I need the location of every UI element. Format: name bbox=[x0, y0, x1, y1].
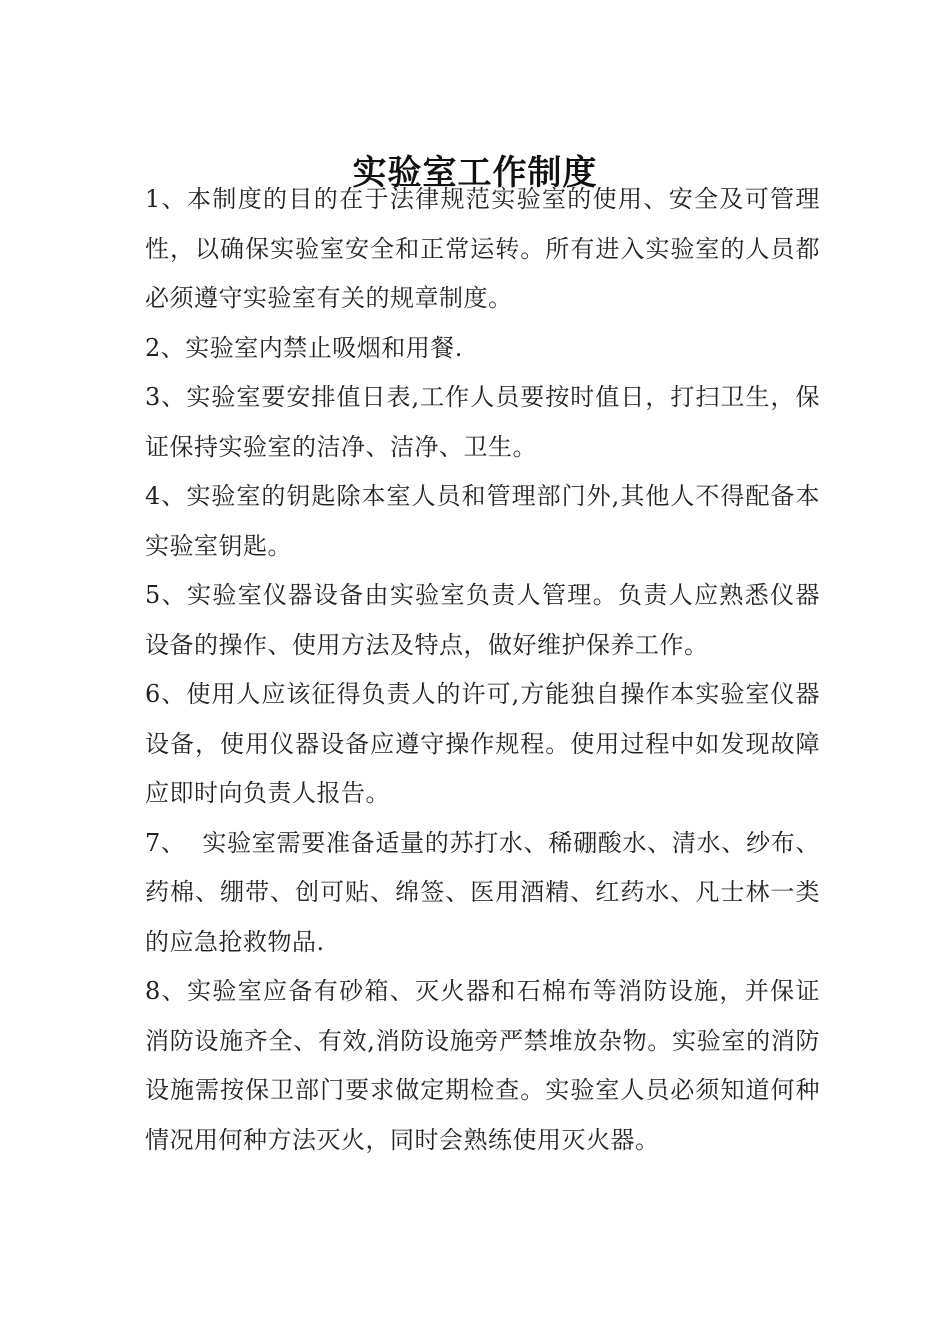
clause-4: 4、实验室的钥匙除本室人员和管理部门外,其他人不得配备本实验室钥匙。 bbox=[145, 482, 820, 560]
clause-8: 8、实验室应备有砂箱、灭火器和石棉布等消防设施，并保证消防设施齐全、有效,消防设施旁严禁堆放杂物。实验室的消防设施需按保卫部门要求做定期检查。实验室人员必须知道何种情况用何种方法灭火，同时会熟练使用灭火器。 bbox=[145, 977, 820, 1154]
document-body bbox=[145, 175, 820, 1165]
clause-5: 5、实验室仪器设备由实验室负责人管理。负责人应熟悉仪器设备的操作、使用方法及特点，做好维护保养工作。 bbox=[145, 581, 820, 659]
clause-2: 2、实验室内禁止吸烟和用餐. bbox=[145, 333, 463, 362]
clause-6: 6、使用人应该征得负责人的许可,方能独自操作本实验室仪器设备，使用仪器设备应遵守操作规程。使用过程中如发现故障应即时向负责人报告。 bbox=[145, 680, 820, 807]
document-title: 实验室工作制度 bbox=[352, 152, 598, 193]
clause-1: 1、本制度的目的在于法律规范实验室的使用、安全及可管理性，以确保实验室安全和正常运转。所有进入实验室的人员都必须遵守实验室有关的规章制度。 bbox=[145, 185, 820, 312]
clause-3: 3、实验室要安排值日表,工作人员要按时值日，打扫卫生，保证保持实验室的洁净、洁净、卫生。 bbox=[145, 383, 820, 461]
clause-7: 7、 实验室需要准备适量的苏打水、稀硼酸水、清水、纱布、药棉、绷带、创可贴、绵签、医用酒精、红药水、凡士林一类的应急抢救物品. bbox=[145, 828, 820, 956]
